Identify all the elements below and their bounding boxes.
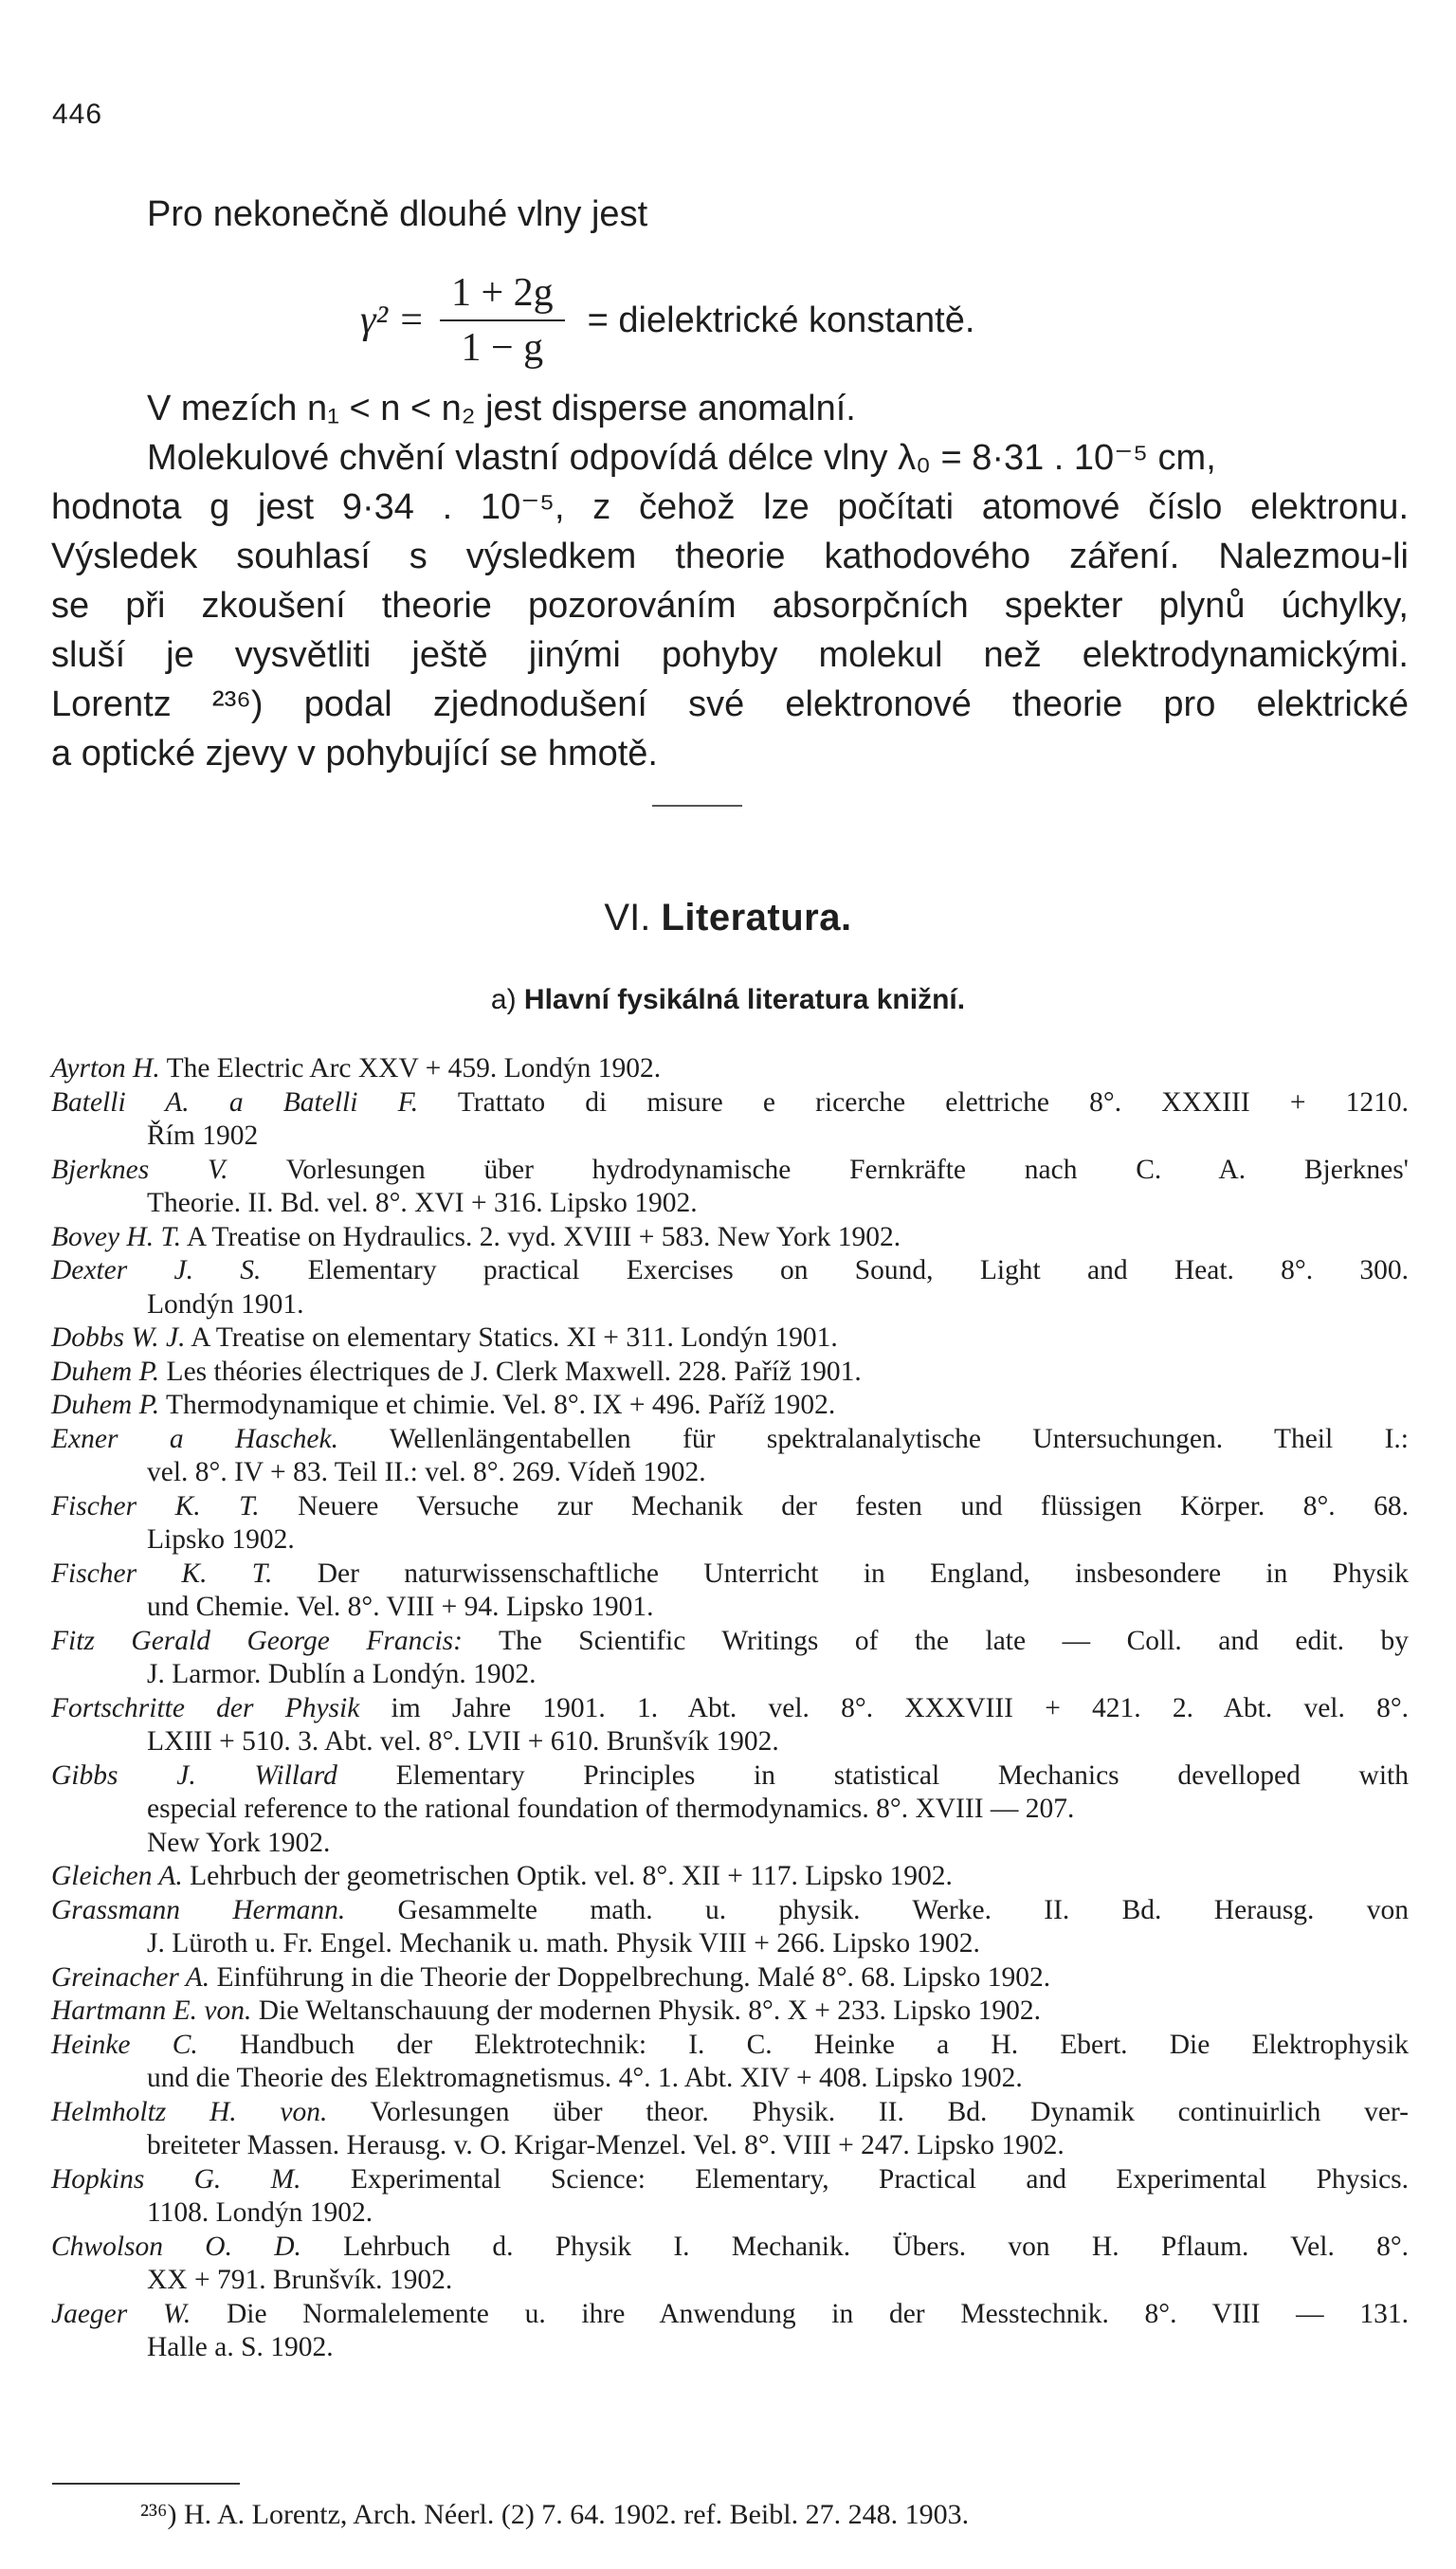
reference-author: Jaeger W. [51,2298,191,2329]
reference-entry [51,1389,1409,1423]
reference-entry [51,2096,1409,2163]
reference-author: Fortschritte der Physik [51,1692,360,1723]
paragraph-line: se při zkoušení theorie pozorováním absorpčních spekter plynů úchylky, [51,586,1409,626]
subsection-heading: Hlavní fysikálná literatura knižní. [523,984,966,1015]
reference-text: Wellenlängentabellen für spektralanalytische Untersuchungen. Theil I.: [389,1423,1409,1454]
reference-author: Grassmann Hermann. [51,1894,346,1925]
reference-text: und Chemie. Vel. 8°. VIII + 94. Lipsko 1901. [147,1592,654,1622]
subsection-title [0,984,1456,1016]
reference-text: Neuere Versuche zur Mechanik der festen und flüssigen Körper. 8°. 68. [298,1490,1409,1521]
reference-author: Exner a Haschek. [51,1423,338,1454]
section-title [0,897,1456,939]
formula-lhs: γ² = [360,299,425,342]
reference-text: Les théories électriques de J. Clerk Maxwell. 228. Paříž 1901. [166,1356,862,1387]
reference-text: Řím 1902 [147,1121,259,1151]
section-heading: Literatura. [661,897,852,938]
reference-text: Experimental Science: Elementary, Practical and Experimental Physics. [350,2163,1410,2195]
subsection-label: a) [490,984,517,1015]
reference-text: Lehrbuch der geometrischen Optik. vel. 8°. XII + 117. Lipsko 1902. [190,1861,953,1891]
reference-text: A Treatise on elementary Statics. XI + 311. Londýn 1901. [191,1322,838,1353]
page-number: 446 [52,99,103,130]
reference-text: Halle a. S. 1902. [147,2332,334,2362]
reference-entry [51,1558,1409,1625]
reference-entry [51,2298,1409,2365]
reference-text: im Jahre 1901. 1. Abt. vel. 8°. XXXVIII + 421. 2. Abt. vel. 8°. [391,1692,1410,1723]
reference-author: Heinke C. [51,2029,198,2060]
reference-entry [51,1995,1409,2029]
reference-text: Elementary Principles in statistical Mechanics develloped with [395,1759,1410,1791]
paragraph-line: hodnota g jest 9·34 . 10⁻⁵, z čehož lze počítati atomové číslo elektronu. [51,487,1409,527]
section-number: VI. [604,897,651,938]
reference-author: Ayrton H. [51,1053,160,1084]
reference-author: Fischer K. T. [51,1558,273,1589]
reference-text: breiteter Massen. Herausg. v. O. Krigar-Menzel. Vel. 8°. VIII + 247. Lipsko 1902. [147,2130,1065,2160]
paragraph-line: Výsledek souhlasí s výsledkem theorie kathodového záření. Nalezmou-li [51,537,1409,576]
reference-text: J. Larmor. Dublín a Londýn. 1902. [147,1659,537,1689]
reference-entry [51,1254,1409,1321]
reference-list [51,1052,1409,2365]
reference-entry [51,1759,1409,1861]
paragraph-line: Lorentz ²³⁶) podal zjednodušení své elektronové theorie pro elektrické [51,684,1409,724]
reference-entry [51,1086,1409,1154]
footnote-mark: ²³⁶) [140,2499,177,2530]
reference-text: J. Lüroth u. Fr. Engel. Mechanik u. math. Physik VIII + 266. Lipsko 1902. [147,1928,980,1959]
reference-entry [51,1490,1409,1558]
reference-author: Gibbs J. Willard [51,1759,337,1791]
reference-author: Batelli A. a Batelli F. [51,1086,419,1118]
reference-text: Lehrbuch d. Physik I. Mechanik. Übers. von H. Pflaum. Vel. 8°. [343,2231,1410,2262]
footnote [140,2499,969,2531]
reference-author: Bjerknes V. [51,1154,228,1185]
section-divider [652,805,742,807]
reference-entry [51,2029,1409,2096]
reference-author: Helmholtz H. von. [51,2096,328,2127]
reference-text: Theorie. II. Bd. vel. 8°. XVI + 316. Lipsko 1902. [147,1188,698,1218]
paragraph-line: a optické zjevy v pohybující se hmotě. [51,734,658,774]
reference-text: Handbuch der Elektrotechnik: I. C. Heinke a H. Ebert. Die Elektrophysik [239,2029,1409,2060]
reference-entry [51,1625,1409,1692]
paragraph [51,384,1409,778]
reference-author: Duhem P. [51,1356,160,1387]
reference-text: XX + 791. Brunšvík. 1902. [147,2265,453,2295]
reference-author: Chwolson O. D. [51,2231,301,2262]
reference-text: Vorlesungen über hydrodynamische Fernkräfte nach C. A. Bjerknes' [285,1154,1409,1185]
reference-text: und die Theorie des Elektromagnetismus. 4°. 1. Abt. XIV + 408. Lipsko 1902. [147,2063,1023,2093]
reference-author: Fischer K. T. [51,1490,260,1521]
reference-text: vel. 8°. IV + 83. Teil II.: vel. 8°. 269. Vídeň 1902. [147,1457,706,1487]
reference-text: especial reference to the rational foundation of thermodynamics. 8°. XVIII — 207. [147,1794,1075,1824]
formula-rhs: = dielektrické konstantě. [587,300,975,340]
reference-text: LXIII + 510. 3. Abt. vel. 8°. LVII + 610. Brunšvík 1902. [147,1726,779,1757]
reference-author: Dexter J. S. [51,1255,262,1285]
reference-text: The Scientific Writings of the late — Coll. and edit. by [498,1625,1410,1656]
reference-author: Gleichen A. [51,1861,183,1891]
reference-text: Thermodynamique et chimie. Vel. 8°. IX + 496. Paříž 1902. [166,1390,836,1420]
reference-entry [51,1860,1409,1894]
reference-entry [51,2231,1409,2298]
formula-numerator: 1 + 2g [440,270,565,321]
reference-text: Der naturwissenschaftliche Unterricht in England, insbesondere in Physik [317,1558,1410,1589]
reference-entry [51,1154,1409,1221]
reference-entry [51,1894,1409,1961]
reference-text: 1108. Londýn 1902. [147,2197,373,2228]
reference-author: Greinacher A. [51,1961,210,1993]
formula-fraction [440,270,565,371]
reference-entry [51,1356,1409,1390]
reference-entry [51,1961,1409,1995]
intro-line: Pro nekonečně dlouhé vlny jest [147,194,648,234]
reference-entry [51,2163,1409,2231]
paragraph-line: Molekulové chvění vlastní odpovídá délce vlny λ₀ = 8·31 . 10⁻⁵ cm, [147,438,1216,478]
reference-text: Gesammelte math. u. physik. Werke. II. Bd. Herausg. von [397,1894,1410,1925]
reference-text: Vorlesungen über theor. Physik. II. Bd. Dynamik continuirlich ver- [370,2096,1409,2127]
footnote-text: H. A. Lorentz, Arch. Néerl. (2) 7. 64. 1902. ref. Beibl. 27. 248. 1903. [183,2499,970,2530]
footnote-rule [52,2483,240,2485]
reference-author: Duhem P. [51,1390,160,1420]
formula-denominator: 1 − g [461,326,544,370]
reference-text: Londýn 1901. [147,1288,304,1320]
reference-author: Fitz Gerald George Francis: [51,1625,463,1656]
reference-text: Die Weltanschauung der modernen Physik. 8°. X + 233. Lipsko 1902. [258,1995,1041,2026]
reference-text: A Treatise on Hydraulics. 2. vyd. XVIII + 583. New York 1902. [186,1221,901,1252]
paragraph-line: sluší je vysvětliti ještě jinými pohyby molekul než elektrodynamickými. [51,635,1409,675]
reference-text: The Electric Arc XXV + 459. Londýn 1902. [166,1053,662,1084]
reference-text: Die Normalelemente u. ihre Anwendung in der Messtechnik. 8°. VIII — 131. [226,2298,1410,2329]
reference-entry [51,1423,1409,1490]
reference-entry [51,1052,1409,1086]
reference-text: Einführung in die Theorie der Doppelbrechung. Malé 8°. 68. Lipsko 1902. [216,1961,1051,1993]
reference-entry [51,1221,1409,1255]
reference-entry [51,1321,1409,1356]
paragraph-line: V mezích n₁ < n < n₂ jest disperse anomalní. [147,389,856,428]
reference-author: Hartmann E. von. [51,1995,252,2026]
formula [360,264,974,377]
reference-text: Lipsko 1902. [147,1524,295,1555]
reference-text: Trattato di misure e ricerche elettriche 8°. XXXIII + 1210. [457,1086,1409,1118]
reference-entry [51,1692,1409,1759]
reference-author: Hopkins G. M. [51,2163,301,2195]
reference-author: Dobbs W. J. [51,1322,186,1353]
reference-author: Bovey H. T. [51,1221,182,1252]
reference-text: New York 1902. [147,1827,331,1858]
reference-text: Elementary practical Exercises on Sound, Light and Heat. 8°. 300. [307,1255,1409,1285]
